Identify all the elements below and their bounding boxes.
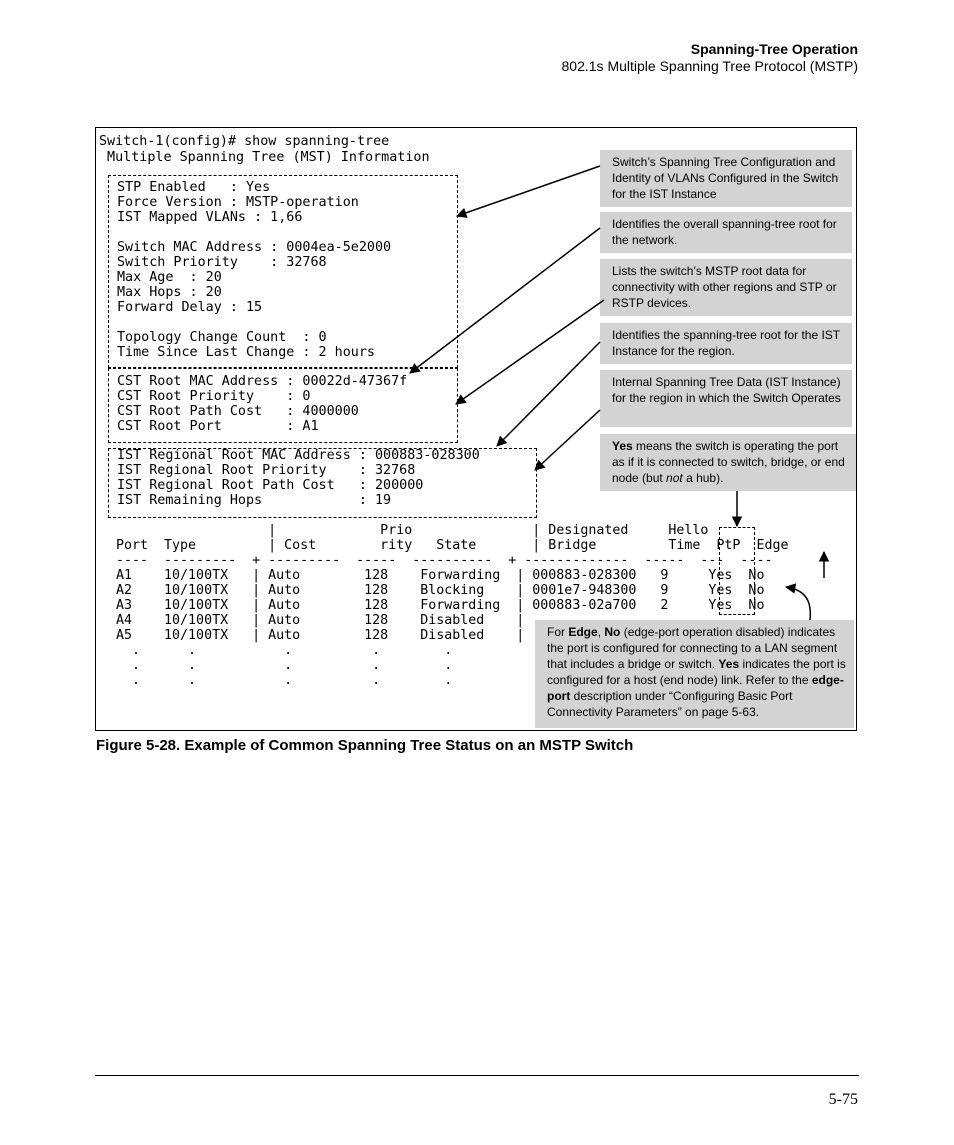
cli-command: Switch-1(config)# show spanning-tree: [99, 134, 390, 149]
note-edge-text-d: (edge-port operation disabled) indicates the port is configured for connecting to a LAN segment that includes a bridge or switch.: [547, 625, 838, 671]
note-edge-bold-no: No: [604, 625, 621, 639]
note-edge-text-c: ,: [597, 625, 605, 639]
note-edge-bold-edgeport: edge-port: [547, 673, 844, 703]
figure-caption: Figure 5-28. Example of Common Spanning Tree Status on an MSTP Switch: [96, 737, 634, 754]
footer-rule: [95, 1075, 859, 1076]
note-spanning-tree-config: Switch’s Spanning Tree Configuration and Identity of VLANs Configured in the Switch for the IST Instance: [600, 150, 852, 207]
note-ptp-yes-bold: Yes: [612, 439, 633, 453]
note-overall-root: Identifies the overall spanning-tree root for the network.: [600, 212, 852, 253]
note-ptp-italic: not: [666, 471, 683, 485]
note-edge-bold-yes: Yes: [718, 657, 740, 671]
cli-heading: Multiple Spanning Tree (MST) Information: [99, 150, 430, 165]
config-block: STP Enabled : Yes Force Version : MSTP-operation IST Mapped VLANs : 1,66 Switch MAC Address : 0004ea-5e2000 Switch Priority : 32768 Max Age : 20 Max Hops : 20 Forward Delay : 15 Topology Change Count : 0 Time Since Last Change : 2 hours: [117, 180, 392, 360]
page-number: 5-75: [828, 1091, 858, 1108]
note-ist-data: Internal Spanning Tree Data (IST Instance) for the region in which the Switch Operates: [600, 370, 852, 427]
cst-block: CST Root MAC Address : 00022d-47367f CST Root Priority : 0 CST Root Path Cost : 4000000 CST Root Port : A1: [117, 374, 408, 434]
note-edge: [535, 620, 854, 728]
ist-block: IST Regional Root MAC Address : 000883-028300 IST Regional Root Priority : 32768 IST Regional Root Path Cost : 200000 IST Remaining Hops : 19: [117, 448, 480, 508]
running-header-title: Spanning-Tree Operation: [690, 41, 858, 57]
note-edge-text-a: For: [547, 625, 569, 639]
note-edge-text-e: indicates the port is configured for a host (end node) link. Refer to the: [547, 657, 846, 687]
note-ptp-text-a: means the switch is operating the port as if it is connected to switch, bridge, or end node (but: [612, 439, 845, 485]
note-ptp-yes: [600, 434, 856, 491]
note-ist-root: Identifies the spanning-tree root for the IST Instance for the region.: [600, 323, 852, 364]
note-edge-text-f: description under “Configuring Basic Port Connectivity Parameters” on page 5-63.: [547, 689, 793, 719]
note-edge-bold-edge: Edge: [568, 625, 598, 639]
note-mstp-root-data: Lists the switch’s MSTP root data for connectivity with other regions and STP or RSTP devices.: [600, 259, 852, 316]
port-table: | Prio | Designated Hello Port Type | Cost rity State | Bridge Time PtP Edge ---- --------- + --------- ----- ---------- + ------------- ----- --- ---- A1 10/100TX | Auto 128 Forwarding | 000883-028300 9 Yes No A2 10/100TX | Auto 128 Blocking | 0001e7-948300 9 Yes No A3 10/100TX | Auto 128 Forwarding | 000883-02a700 2 Yes No A4 10/100TX | Auto 128 Disabled | A5 10/100TX | Auto 128 Disabled | . . . . . . . . . . . . . . .: [116, 523, 789, 688]
note-ptp-text-b: a hub).: [682, 471, 724, 485]
running-header-subtitle: 802.1s Multiple Spanning Tree Protocol (MSTP): [561, 58, 858, 74]
